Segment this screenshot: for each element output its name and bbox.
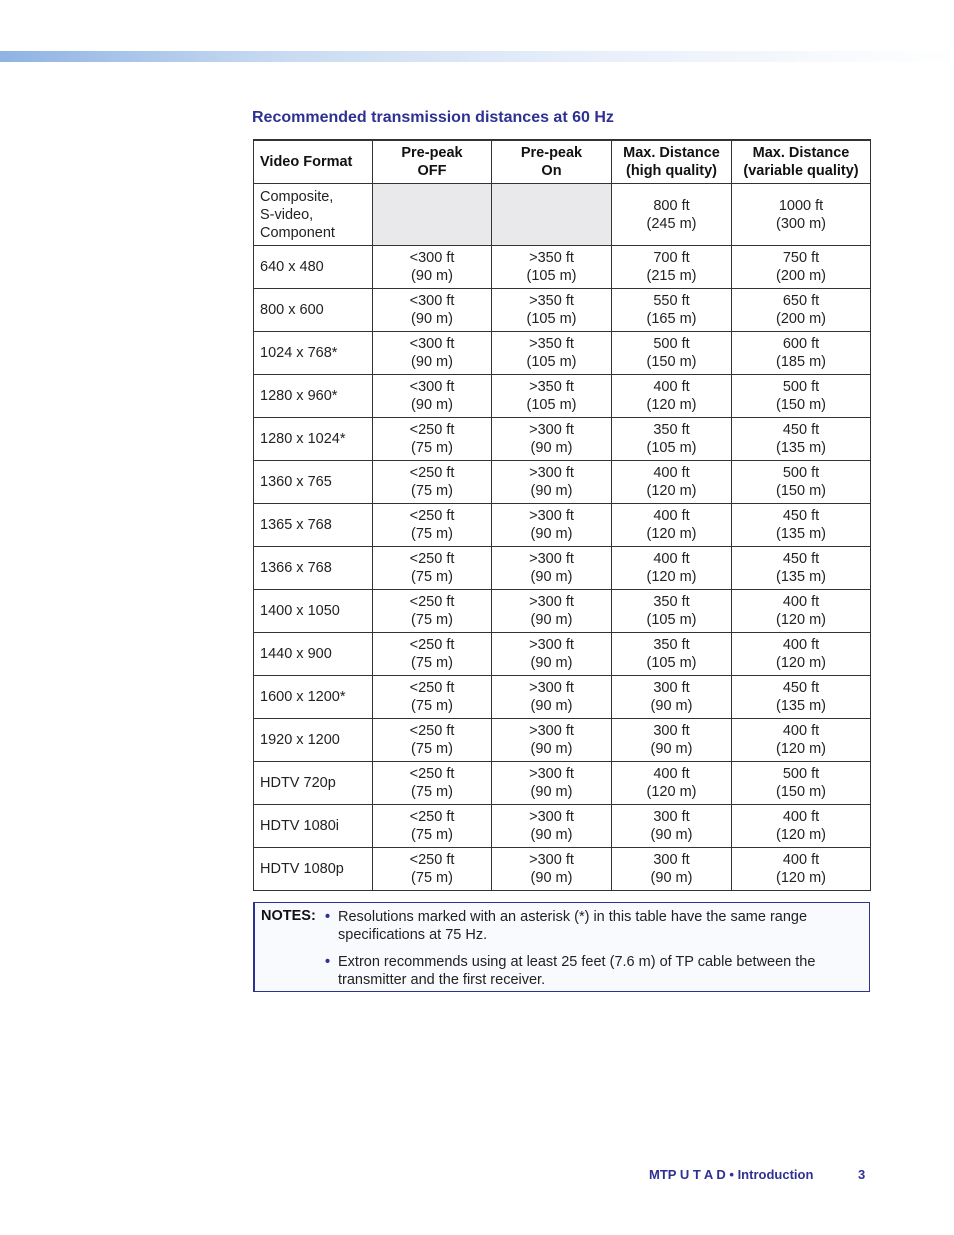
cell-prepeak-on (492, 805, 612, 848)
cell-max-variable (732, 590, 871, 633)
cell-prepeak-off-m: (90 m) (411, 311, 453, 327)
cell-max-high-m: (105 m) (646, 655, 697, 671)
cell-max-variable (732, 418, 871, 461)
cell-max-variable-ft: 600 ft (782, 336, 820, 352)
cell-format: 1024 x 768* (254, 332, 373, 375)
cell-prepeak-on-ft: >300 ft (529, 422, 574, 438)
cell-prepeak-on-ft: >300 ft (529, 637, 574, 653)
cell-max-variable-m: (135 m) (776, 698, 826, 714)
cell-max-high-ft: 300 ft (653, 809, 690, 825)
cell-max-variable-m: (135 m) (776, 526, 826, 542)
cell-format: HDTV 1080p (254, 848, 373, 891)
cell-max-high (612, 418, 732, 461)
cell-max-variable-ft: 400 ft (782, 637, 820, 653)
cell-format: 1366 x 768 (254, 547, 373, 590)
cell-max-high-ft: 300 ft (653, 852, 690, 868)
cell-max-variable-ft: 450 ft (782, 551, 820, 567)
cell-max-high-ft: 300 ft (653, 680, 690, 696)
cell-max-variable (732, 547, 871, 590)
table-title: Recommended transmission distances at 60 Hz (252, 109, 614, 126)
cell-max-high-ft: 350 ft (653, 594, 690, 610)
table-row (254, 246, 871, 289)
table-row (254, 504, 871, 547)
table-row (254, 719, 871, 762)
cell-prepeak-off (373, 547, 492, 590)
header-prepeak-on-line1: Pre-peak (520, 145, 583, 161)
cell-max-high-m: (90 m) (650, 698, 693, 714)
cell-prepeak-off (373, 762, 492, 805)
cell-format: 1920 x 1200 (254, 719, 373, 762)
cell-max-variable-ft: 400 ft (782, 594, 820, 610)
cell-max-high-m: (90 m) (650, 870, 693, 886)
table-row (254, 590, 871, 633)
cell-max-high-ft: 550 ft (653, 293, 690, 309)
cell-blank-prepeak-on (492, 184, 612, 246)
cell-prepeak-off (373, 418, 492, 461)
cell-max-variable-m: (120 m) (776, 612, 826, 628)
cell-prepeak-on (492, 547, 612, 590)
cell-max-variable-ft: 450 ft (782, 680, 820, 696)
cell-prepeak-on-ft: >350 ft (529, 250, 574, 266)
cell-prepeak-off-ft: <300 ft (409, 250, 455, 266)
cell-max-variable (732, 332, 871, 375)
cell-max-variable-m: (135 m) (776, 569, 826, 585)
cell-prepeak-on-m: (90 m) (530, 827, 573, 843)
cell-prepeak-on-ft: >300 ft (529, 680, 574, 696)
cell-max-high-m: (105 m) (646, 440, 697, 456)
cell-max-variable-m: (150 m) (776, 483, 826, 499)
cell-max-variable-ft: 500 ft (782, 379, 820, 395)
header-max-variable (732, 140, 871, 184)
bullet-icon: • (325, 954, 331, 970)
cell-max-variable-m: (200 m) (776, 268, 826, 284)
cell-max-variable-m: (120 m) (776, 655, 826, 671)
header-prepeak-off-line2: OFF (417, 163, 447, 179)
cell-prepeak-off-m: (75 m) (411, 526, 453, 542)
cell-prepeak-on-m: (105 m) (526, 354, 577, 370)
table-row (254, 418, 871, 461)
cell-prepeak-off (373, 719, 492, 762)
cell-prepeak-off-ft: <300 ft (409, 293, 455, 309)
cell-max-variable-ft: 650 ft (782, 293, 820, 309)
cell-format-line3: Component (260, 224, 335, 241)
table-row (254, 547, 871, 590)
cell-max-variable-m: (120 m) (776, 870, 826, 886)
cell-max-high-ft: 700 ft (653, 250, 690, 266)
cell-prepeak-off-ft: <250 ft (409, 766, 455, 782)
cell-max-high-m: (120 m) (646, 569, 697, 585)
cell-prepeak-on (492, 504, 612, 547)
cell-prepeak-off-m: (75 m) (411, 827, 453, 843)
cell-prepeak-on-ft: >350 ft (529, 379, 574, 395)
cell-prepeak-off (373, 289, 492, 332)
table-header-row (254, 140, 871, 184)
cell-max-variable-ft: 400 ft (782, 809, 820, 825)
cell-prepeak-off-ft: <250 ft (409, 809, 455, 825)
header-max-variable-line1: Max. Distance (752, 145, 850, 161)
table-row (254, 762, 871, 805)
cell-prepeak-off-ft: <300 ft (409, 336, 455, 352)
cell-prepeak-on (492, 461, 612, 504)
cell-max-high-ft: 400 ft (653, 379, 690, 395)
cell-prepeak-on (492, 418, 612, 461)
cell-max-variable-m: (120 m) (776, 741, 826, 757)
cell-max-variable-ft: 500 ft (782, 465, 820, 481)
cell-prepeak-on-m: (105 m) (526, 397, 577, 413)
cell-format: 1280 x 960* (254, 375, 373, 418)
cell-prepeak-off (373, 633, 492, 676)
cell-prepeak-on-m: (90 m) (530, 698, 573, 714)
distance-table (253, 139, 871, 891)
cell-format-line1: Composite, (260, 188, 334, 205)
header-prepeak-off-line1: Pre-peak (401, 145, 463, 161)
header-gradient-band (0, 51, 954, 62)
cell-max-high (612, 805, 732, 848)
cell-prepeak-on (492, 246, 612, 289)
cell-max-variable-ft: 500 ft (782, 766, 820, 782)
cell-prepeak-on (492, 719, 612, 762)
cell-max-variable (732, 375, 871, 418)
cell-prepeak-off (373, 848, 492, 891)
cell-max-high-ft: 400 ft (653, 465, 690, 481)
cell-prepeak-off-m: (90 m) (411, 397, 453, 413)
cell-prepeak-on (492, 375, 612, 418)
cell-max-variable-m: (185 m) (776, 354, 826, 370)
cell-prepeak-on-m: (105 m) (526, 311, 577, 327)
notes-label: NOTES: (261, 908, 316, 924)
cell-max-variable (732, 184, 871, 246)
table-row-composite (254, 184, 871, 246)
cell-prepeak-on (492, 848, 612, 891)
cell-max-variable-ft: 750 ft (782, 250, 820, 266)
cell-max-variable-m: (150 m) (776, 784, 826, 800)
cell-max-high-m: (120 m) (646, 483, 697, 499)
cell-max-high-ft: 350 ft (653, 422, 690, 438)
cell-prepeak-on-m: (105 m) (526, 268, 577, 284)
header-prepeak-on-line2: On (541, 163, 562, 179)
table-row (254, 805, 871, 848)
cell-prepeak-off-m: (75 m) (411, 698, 453, 714)
cell-max-high (612, 289, 732, 332)
cell-prepeak-off-m: (75 m) (411, 655, 453, 671)
cell-max-high (612, 848, 732, 891)
cell-format: 1440 x 900 (254, 633, 373, 676)
cell-prepeak-off (373, 461, 492, 504)
cell-max-high-ft: 400 ft (653, 766, 690, 782)
cell-prepeak-on-m: (90 m) (530, 741, 573, 757)
cell-format: 1600 x 1200* (254, 676, 373, 719)
cell-prepeak-off-m: (75 m) (411, 440, 453, 456)
cell-max-variable (732, 848, 871, 891)
cell-max-variable-ft: 400 ft (782, 852, 820, 868)
cell-max-variable-ft: 450 ft (782, 508, 820, 524)
cell-prepeak-off-m: (75 m) (411, 870, 453, 886)
cell-max-high (612, 246, 732, 289)
cell-max-high-m: (120 m) (646, 397, 697, 413)
cell-prepeak-on-ft: >300 ft (529, 594, 574, 610)
cell-prepeak-on-ft: >300 ft (529, 766, 574, 782)
cell-max-high-m: (120 m) (646, 526, 697, 542)
cell-max-high-m: (215 m) (646, 268, 697, 284)
cell-format-line2: S-video, (260, 206, 314, 223)
cell-max-variable (732, 633, 871, 676)
cell-prepeak-off-m: (90 m) (411, 354, 453, 370)
cell-prepeak-on (492, 633, 612, 676)
footer-title: MTP U T A D • Introduction (649, 1167, 814, 1182)
cell-max-high (612, 719, 732, 762)
cell-max-variable (732, 461, 871, 504)
cell-prepeak-off-ft: <250 ft (409, 422, 455, 438)
cell-prepeak-on (492, 289, 612, 332)
cell-prepeak-on (492, 762, 612, 805)
cell-max-high-m: (90 m) (650, 741, 693, 757)
cell-prepeak-on-m: (90 m) (530, 655, 573, 671)
cell-max-high-ft: 500 ft (653, 336, 690, 352)
cell-max-high (612, 461, 732, 504)
cell-max-variable (732, 246, 871, 289)
cell-prepeak-off-m: (75 m) (411, 612, 453, 628)
cell-prepeak-on-ft: >300 ft (529, 551, 574, 567)
cell-max-variable (732, 762, 871, 805)
cell-max-high (612, 504, 732, 547)
cell-max-variable (732, 719, 871, 762)
cell-prepeak-on-m: (90 m) (530, 784, 573, 800)
cell-prepeak-on-m: (90 m) (530, 612, 573, 628)
cell-max-variable-m: (300 m) (776, 215, 826, 232)
cell-prepeak-off (373, 590, 492, 633)
table-row (254, 289, 871, 332)
cell-prepeak-on-m: (90 m) (530, 870, 573, 886)
cell-max-variable (732, 289, 871, 332)
page-number: 3 (858, 1167, 866, 1182)
cell-max-high (612, 762, 732, 805)
cell-prepeak-off (373, 375, 492, 418)
bullet-icon: • (325, 909, 331, 925)
cell-max-high (612, 184, 732, 246)
cell-max-high-ft: 800 ft (653, 197, 690, 214)
cell-max-high (612, 590, 732, 633)
cell-max-variable (732, 676, 871, 719)
cell-prepeak-off-ft: <250 ft (409, 465, 455, 481)
notes-box (253, 902, 870, 992)
cell-max-variable-m: (135 m) (776, 440, 826, 456)
cell-max-high-ft: 350 ft (653, 637, 690, 653)
cell-prepeak-off-ft: <250 ft (409, 551, 455, 567)
cell-format: 1280 x 1024* (254, 418, 373, 461)
header-prepeak-off (373, 140, 492, 184)
cell-format: HDTV 720p (254, 762, 373, 805)
cell-max-high (612, 547, 732, 590)
cell-prepeak-off-m: (75 m) (411, 483, 453, 499)
cell-prepeak-off-ft: <250 ft (409, 594, 455, 610)
cell-prepeak-on-m: (90 m) (530, 483, 573, 499)
cell-prepeak-on-m: (90 m) (530, 440, 573, 456)
cell-prepeak-on (492, 332, 612, 375)
cell-prepeak-off (373, 504, 492, 547)
cell-prepeak-on-m: (90 m) (530, 526, 573, 542)
header-max-high-line2: (high quality) (625, 163, 717, 179)
cell-prepeak-on-ft: >300 ft (529, 465, 574, 481)
table-row (254, 332, 871, 375)
cell-max-high-m: (120 m) (646, 784, 697, 800)
cell-prepeak-on (492, 590, 612, 633)
cell-prepeak-on-ft: >350 ft (529, 293, 574, 309)
cell-max-high-m: (165 m) (646, 311, 697, 327)
cell-max-high (612, 332, 732, 375)
note-text-2: Extron recommends using at least 25 feet (7.6 m) of TP cable between the transmitter and the first receiver. (338, 954, 816, 988)
cell-format: 640 x 480 (254, 246, 373, 289)
header-max-high-line1: Max. Distance (623, 145, 720, 161)
cell-max-high-ft: 400 ft (653, 551, 690, 567)
cell-prepeak-off-m: (75 m) (411, 784, 453, 800)
cell-max-high (612, 375, 732, 418)
cell-prepeak-off-ft: <250 ft (409, 637, 455, 653)
cell-format: 1360 x 765 (254, 461, 373, 504)
table-row (254, 633, 871, 676)
cell-prepeak-off-ft: <250 ft (409, 508, 455, 524)
cell-format: HDTV 1080i (254, 805, 373, 848)
cell-max-variable (732, 805, 871, 848)
cell-prepeak-off (373, 805, 492, 848)
cell-max-high-ft: 300 ft (653, 723, 690, 739)
cell-max-variable (732, 504, 871, 547)
cell-prepeak-on-ft: >300 ft (529, 508, 574, 524)
cell-prepeak-off-ft: <300 ft (409, 379, 455, 395)
header-max-high (612, 140, 732, 184)
cell-prepeak-on-ft: >350 ft (529, 336, 574, 352)
cell-prepeak-off-m: (90 m) (411, 268, 453, 284)
cell-prepeak-off-ft: <250 ft (409, 852, 455, 868)
cell-max-high-m: (90 m) (650, 827, 693, 843)
cell-prepeak-off-ft: <250 ft (409, 723, 455, 739)
table-row (254, 676, 871, 719)
cell-max-high-m: (245 m) (646, 215, 697, 232)
cell-max-variable-m: (150 m) (776, 397, 826, 413)
cell-prepeak-off-ft: <250 ft (409, 680, 455, 696)
cell-prepeak-on-ft: >300 ft (529, 809, 574, 825)
header-video-format: Video Format (254, 140, 373, 184)
table-row (254, 375, 871, 418)
cell-format: 1365 x 768 (254, 504, 373, 547)
cell-max-variable-ft: 450 ft (782, 422, 820, 438)
cell-max-variable-m: (200 m) (776, 311, 826, 327)
cell-prepeak-on-ft: >300 ft (529, 723, 574, 739)
cell-max-high-m: (150 m) (646, 354, 697, 370)
cell-prepeak-on-m: (90 m) (530, 569, 573, 585)
cell-prepeak-on (492, 676, 612, 719)
cell-max-high (612, 676, 732, 719)
cell-max-variable-m: (120 m) (776, 827, 826, 843)
cell-format: 800 x 600 (254, 289, 373, 332)
cell-prepeak-off (373, 332, 492, 375)
cell-max-variable-ft: 1000 ft (778, 197, 824, 214)
cell-max-high (612, 633, 732, 676)
note-text-1: Resolutions marked with an asterisk (*) in this table have the same range specifications at 75 Hz. (338, 909, 808, 943)
cell-prepeak-on-ft: >300 ft (529, 852, 574, 868)
cell-prepeak-off (373, 676, 492, 719)
cell-blank-prepeak-off (373, 184, 492, 246)
table-row (254, 461, 871, 504)
cell-max-high-m: (105 m) (646, 612, 697, 628)
header-max-variable-line2: (variable quality) (743, 163, 859, 179)
cell-max-variable-ft: 400 ft (782, 723, 820, 739)
table-row (254, 848, 871, 891)
cell-max-high-ft: 400 ft (653, 508, 690, 524)
cell-format: 1400 x 1050 (254, 590, 373, 633)
cell-prepeak-off-m: (75 m) (411, 741, 453, 757)
cell-format (254, 184, 373, 246)
cell-prepeak-off (373, 246, 492, 289)
header-prepeak-on (492, 140, 612, 184)
cell-prepeak-off-m: (75 m) (411, 569, 453, 585)
